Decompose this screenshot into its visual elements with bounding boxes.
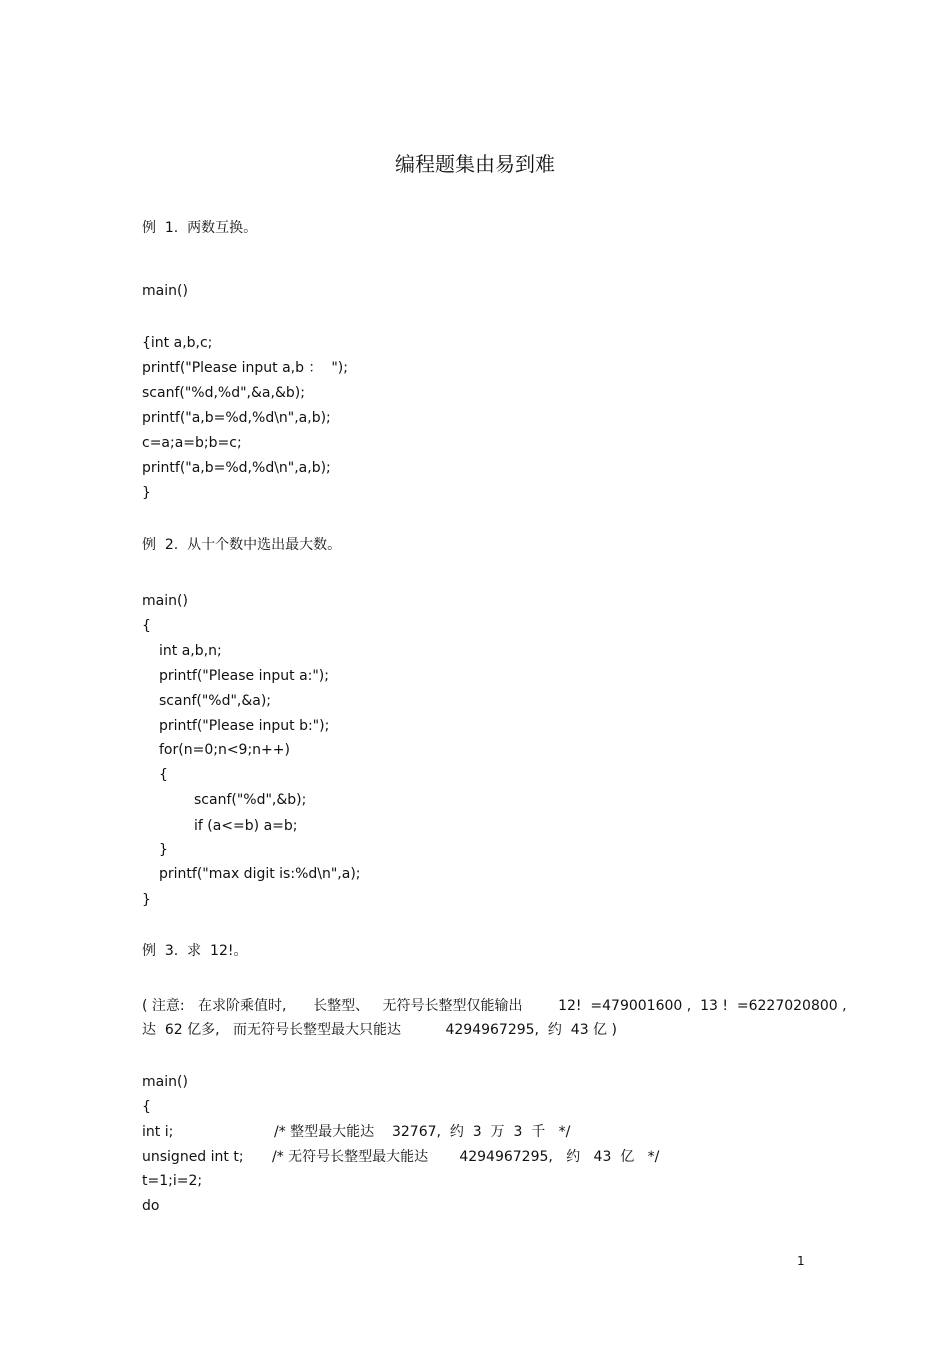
code-line: main()	[142, 283, 188, 299]
code-line: }	[142, 485, 151, 501]
code-line: {	[142, 1099, 151, 1115]
code-line: int i;	[142, 1124, 174, 1140]
code-line: printf("Please input a,b ： ");	[142, 360, 348, 376]
code-line: if (a<=b) a=b;	[194, 818, 298, 834]
code-line: printf("max digit is:%d\n",a);	[159, 866, 361, 882]
code-line: scanf("%d",&a);	[159, 693, 272, 709]
code-line: printf("Please input b:");	[159, 718, 330, 734]
page-title: 编程题集由易到难	[395, 152, 555, 176]
code-line: {	[142, 618, 151, 634]
code-line: c=a;a=b;b=c;	[142, 435, 242, 451]
note-line: ( 注意: 在求阶乘值时, 长整型、 无符号长整型仅能输出 12! =479001600 , 13 ! =6227020800 ,	[142, 998, 847, 1014]
code-line: unsigned int t;	[142, 1149, 244, 1165]
code-line: }	[159, 842, 168, 858]
example-1-heading: 例 1. 两数互换。	[142, 220, 258, 236]
code-line: {int a,b,c;	[142, 335, 213, 351]
code-comment: /* 整型最大能达 32767, 约 3 万 3 千 */	[274, 1124, 571, 1140]
code-line: main()	[142, 1074, 188, 1090]
example-3-heading: 例 3. 求 12!。	[142, 943, 248, 959]
code-line: scanf("%d",&b);	[194, 792, 307, 808]
code-line: main()	[142, 593, 188, 609]
code-line: int a,b,n;	[159, 643, 222, 659]
code-line: }	[142, 892, 151, 908]
code-line: do	[142, 1198, 160, 1214]
example-2-heading: 例 2. 从十个数中选出最大数。	[142, 537, 342, 553]
note-line: 达 62 亿多, 而无符号长整型最大只能达 4294967295, 约 43 亿 )	[142, 1022, 617, 1038]
code-line: t=1;i=2;	[142, 1173, 203, 1189]
code-line: for(n=0;n<9;n++)	[159, 742, 290, 758]
code-line: scanf("%d,%d",&a,&b);	[142, 385, 305, 401]
code-line: {	[159, 767, 168, 783]
code-line: printf("a,b=%d,%d\n",a,b);	[142, 460, 331, 476]
code-line: printf("Please input a:");	[159, 668, 329, 684]
code-line: printf("a,b=%d,%d\n",a,b);	[142, 410, 331, 426]
page-number: 1	[797, 1254, 805, 1268]
code-comment: /* 无符号长整型最大能达 4294967295, 约 43 亿 */	[272, 1149, 660, 1165]
